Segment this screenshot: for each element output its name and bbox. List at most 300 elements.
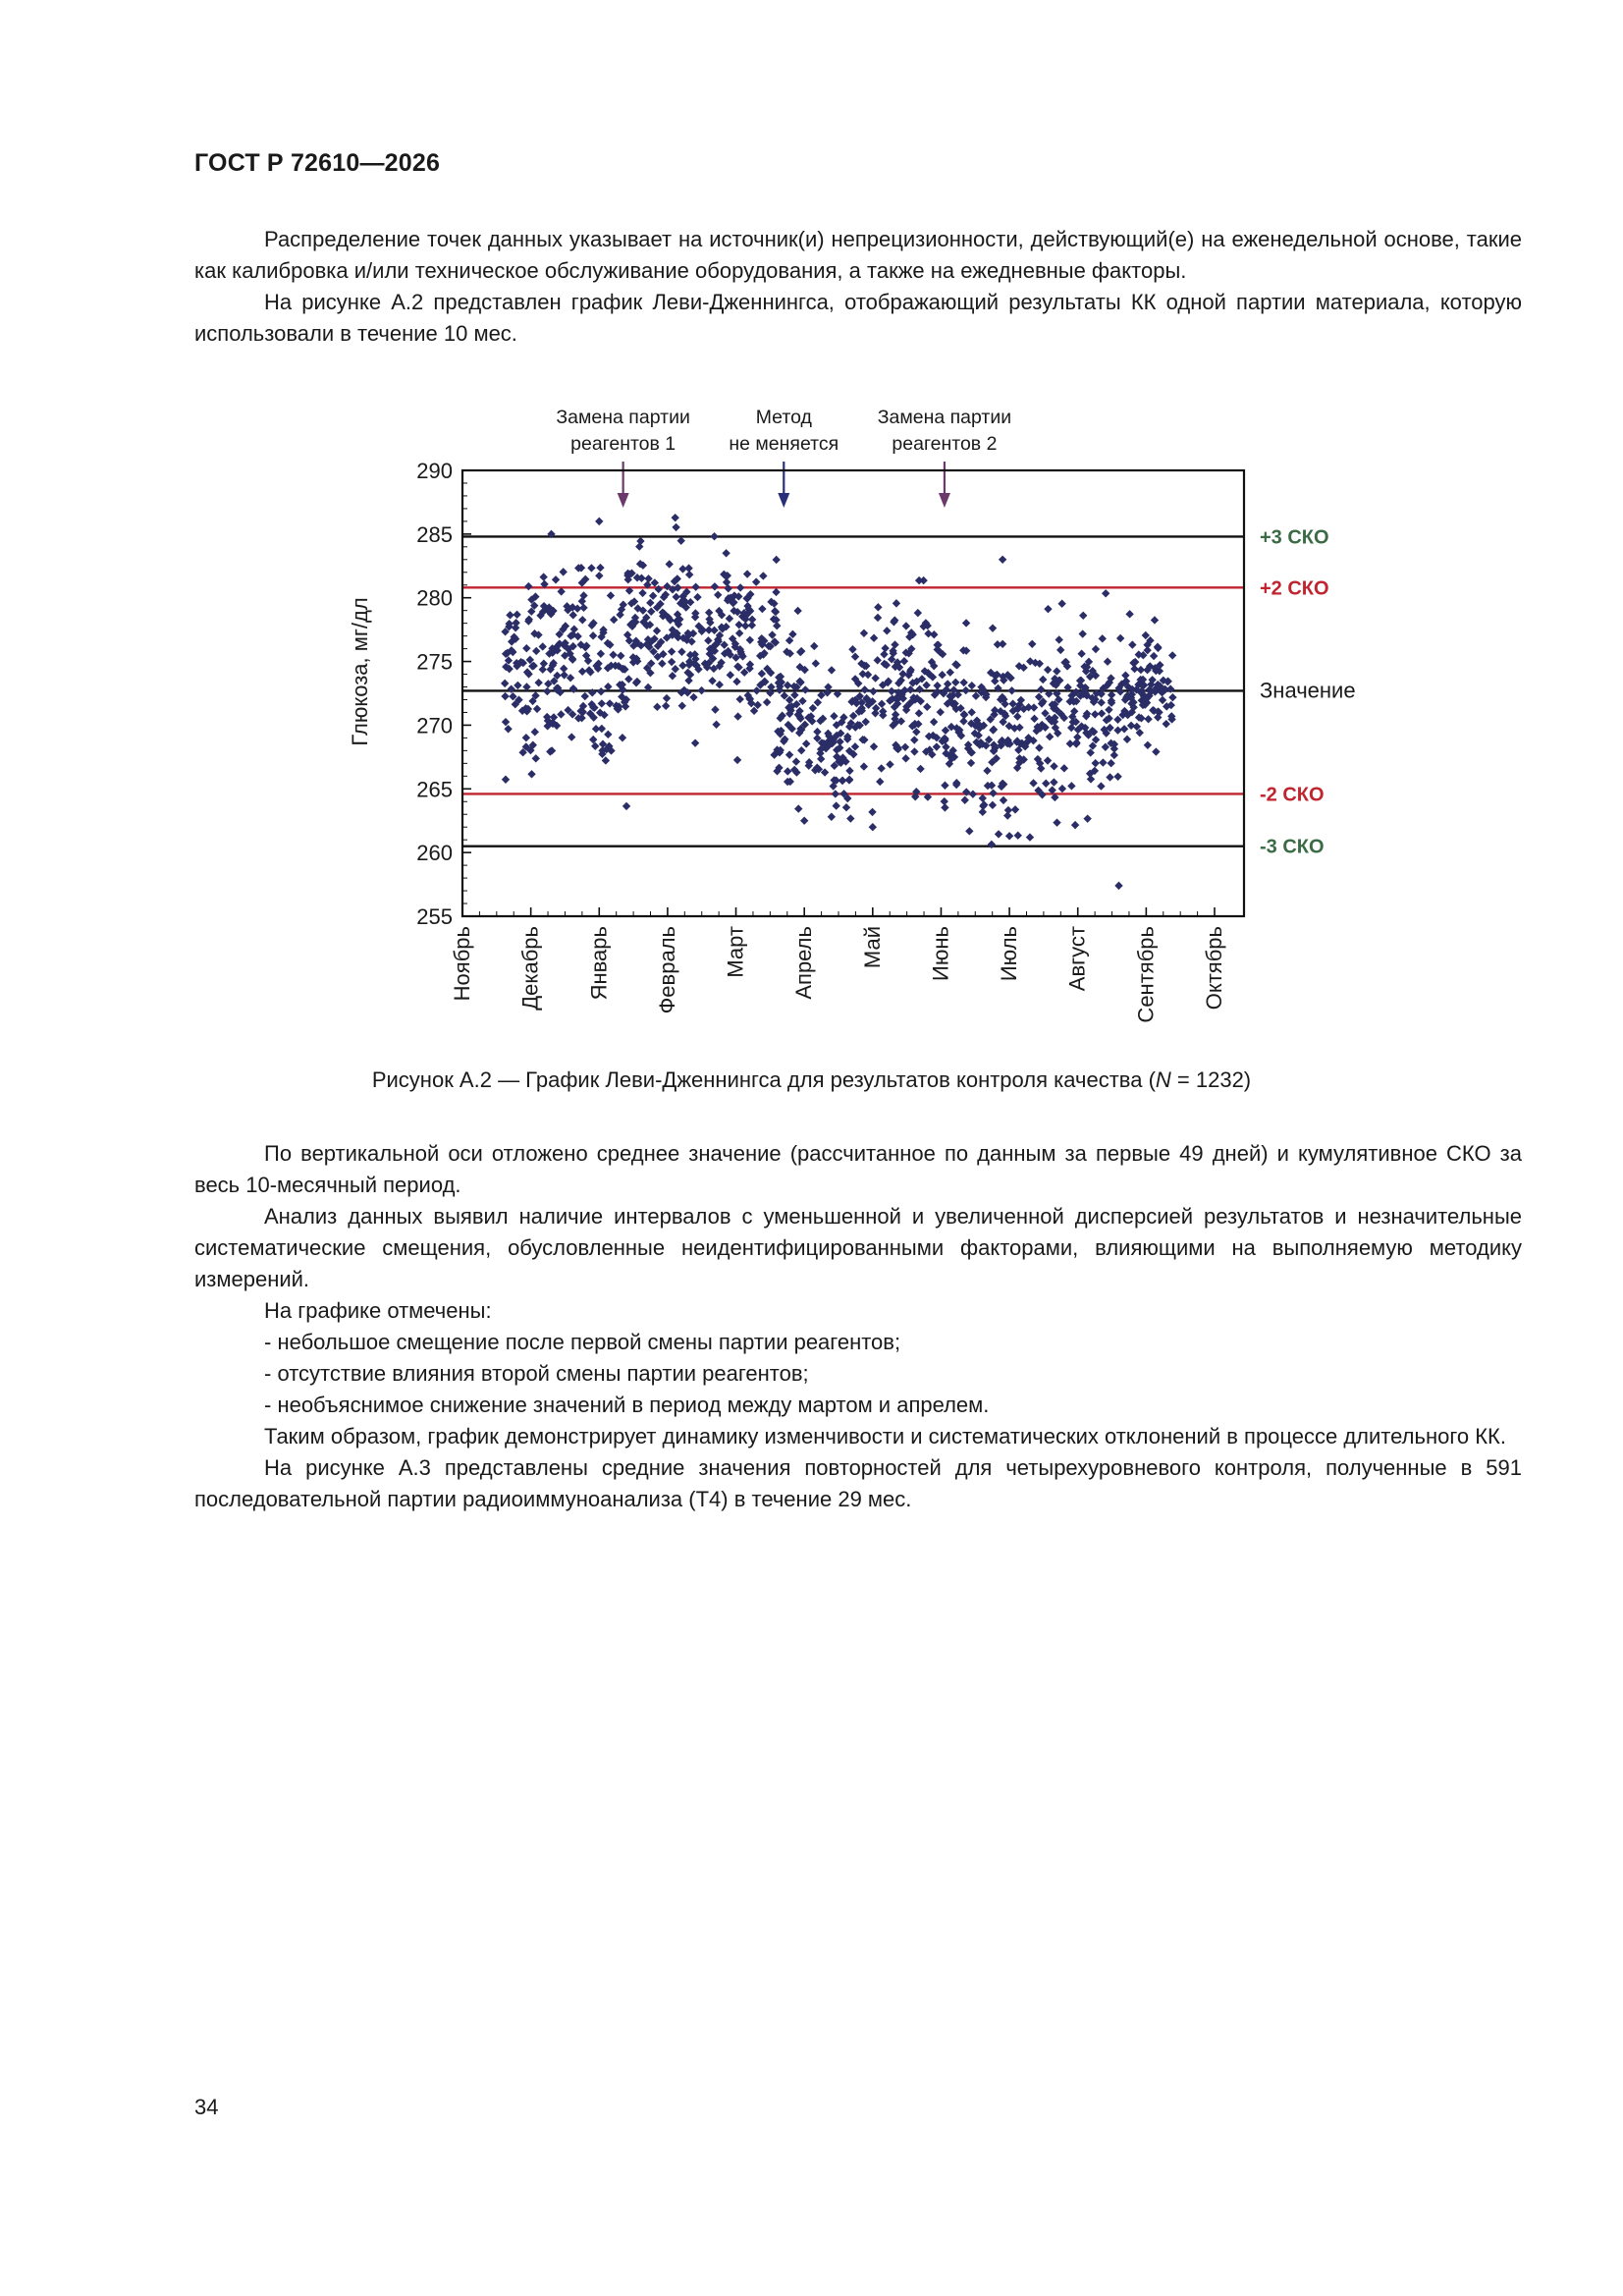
annotation-line-2: реагентов 1 [570,433,676,455]
data-point [869,687,877,695]
data-point [792,757,800,765]
data-point [684,677,692,684]
caption-suffix: = 1232) [1170,1067,1252,1092]
data-point [876,778,884,786]
data-point [771,607,779,615]
data-point [506,611,514,619]
data-point [1007,686,1015,694]
data-point [532,647,540,655]
annotation-arrow-head [939,493,950,508]
data-point [1107,759,1114,767]
data-point [860,629,868,637]
body-paragraph-5: На рисунке А.3 представлены средние значения повторностей для четырехуровневого контроля, полученные в 591 последовательной партии радиоиммуноанализа (Т4) в течение 29 мес. [194,1455,1522,1511]
data-point [1050,762,1057,770]
data-point [814,698,822,706]
data-point [501,680,509,687]
data-point [502,718,510,726]
data-point [898,670,906,678]
data-point [1091,759,1099,767]
data-point [1106,773,1113,781]
data-point [527,770,535,778]
data-point [710,532,718,540]
data-point [861,685,869,693]
data-point [607,591,615,599]
data-point [962,619,970,627]
data-point [922,681,930,688]
data-point [848,645,856,653]
data-point [1013,712,1021,720]
data-point [540,660,548,668]
data-point [726,615,733,623]
data-point [886,760,893,768]
data-point [752,577,760,585]
data-point [522,734,530,741]
annotation-arrow-head [618,493,629,508]
data-point [1060,764,1068,772]
data-point [1078,629,1086,637]
data-point [874,603,882,611]
data-point [604,731,612,738]
data-point [870,634,878,642]
y-tick-label: 255 [416,904,453,929]
data-point [930,718,938,726]
data-point [662,702,670,710]
data-point [860,762,868,770]
data-point [569,685,577,693]
data-point [1152,747,1160,755]
data-point [1046,733,1054,740]
data-point [959,679,967,686]
data-point [800,817,808,825]
data-point [1128,640,1136,648]
data-points [501,514,1177,890]
data-point [684,564,692,572]
data-point [933,742,941,750]
data-point [809,704,817,712]
month-label: Август [1064,926,1090,992]
data-point [1168,693,1176,701]
data-point [610,616,618,624]
data-point [678,662,686,670]
data-point [539,642,547,650]
data-point [999,556,1006,564]
reference-labels [1260,526,1356,857]
data-point [570,626,578,633]
data-point [1053,667,1060,675]
data-point [1056,646,1064,654]
data-point [999,640,1006,648]
data-point [1113,773,1121,781]
data-point [1053,818,1060,826]
month-label: Декабрь [517,926,543,1011]
data-point [532,754,540,762]
data-point [880,650,888,658]
data-point [725,584,732,592]
data-point [962,686,970,694]
bullet-item-2: - отсутствие влияния второй смены партии реагентов; [264,1361,809,1386]
data-point [933,682,941,689]
data-point [937,708,945,716]
data-point [514,682,521,689]
data-point [1108,690,1115,698]
data-point [646,599,654,607]
data-point [534,679,542,686]
month-label: Октябрь [1202,926,1226,1011]
data-point [768,630,776,638]
data-point [933,641,941,649]
data-point [693,593,701,601]
annotation-line-2: реагентов 2 [892,433,998,455]
data-point [961,796,969,804]
data-point [851,653,859,661]
data-point [772,588,780,596]
data-point [1144,715,1152,723]
data-point [878,700,886,708]
y-tick-label: 285 [416,521,453,547]
data-point [1163,720,1170,728]
data-point [1077,649,1085,657]
data-point [995,830,1002,838]
data-point [813,728,821,736]
data-point [919,576,927,584]
data-point [965,827,973,835]
data-point [691,738,699,746]
data-point [944,680,951,687]
month-label: Март [723,926,748,978]
data-point [723,578,730,586]
data-point [785,750,793,758]
data-point [539,573,547,580]
data-point [595,518,603,525]
data-point [900,657,908,665]
data-point [1055,635,1063,643]
data-point [736,583,744,591]
data-point [595,572,603,579]
data-point [1104,657,1111,665]
data-point [1000,796,1007,804]
data-point [735,621,743,629]
data-point [874,614,882,622]
data-point [708,677,716,684]
data-point [1099,758,1107,766]
data-point [502,776,510,784]
data-point [989,801,997,809]
intro-paragraph-2: На рисунке А.2 представлен график Леви-Дженнингса, отображающий результаты КК одной партии материала, которую использовали в течение 10 мес. [194,290,1522,346]
data-point [864,671,872,679]
data-point [735,629,743,637]
annotation-layer [556,407,1011,508]
data-point [638,589,646,597]
data-point [559,568,567,575]
data-point [711,705,719,713]
y-tick-label: 260 [416,841,453,866]
body-paragraphs [194,1138,1522,1515]
data-point [1035,743,1043,751]
data-point [793,607,801,615]
data-point [597,687,605,695]
data-point [622,802,630,810]
data-point [666,560,674,568]
data-point [512,619,519,627]
data-point [624,675,632,683]
data-point [941,803,948,811]
data-point [704,636,712,644]
bullet-item-3: - необъяснимое снижение значений в период между мартом и апрелем. [264,1393,990,1417]
data-point [832,790,839,797]
data-point [569,611,577,619]
data-point [870,742,878,750]
data-point [543,687,551,695]
data-point [941,782,948,790]
data-point [1029,779,1037,787]
data-point [772,556,780,564]
data-point [587,564,595,572]
data-point [912,728,920,736]
data-point [1083,814,1091,822]
intro-paragraph-1: Распределение точек данных указывает на источник(и) непрецизионности, действующий(е) на еженедельной основе, такие как калибровка и/или техническое обслуживание оборудования, а также на ежедневные факторы. [194,227,1522,283]
data-point [989,726,997,734]
data-point [697,686,705,694]
y-axis-label: Глюкоза, мг/дл [348,597,372,746]
data-point [1130,665,1138,673]
data-point [1168,651,1176,659]
reference-line-label: -2 СКО [1260,784,1325,806]
data-point [722,549,730,557]
data-point [983,767,991,775]
data-point [598,699,606,707]
data-point [712,721,720,729]
data-point [1097,782,1105,790]
data-point [651,578,659,586]
y-tick-label: 280 [416,585,453,611]
data-point [672,523,679,531]
data-point [727,671,734,679]
month-label: Май [859,926,885,969]
data-point [678,702,686,710]
data-point [649,592,657,600]
data-point [1011,805,1019,813]
data-point [589,736,597,743]
y-tick-label: 290 [416,459,453,483]
data-point [1004,806,1012,814]
data-point [891,640,898,648]
caption-prefix: Рисунок А.2 — График Леви-Дженнингса для результатов контроля качества ( [371,1067,1156,1092]
data-point [763,698,771,706]
month-label: Ноябрь [450,926,474,1002]
data-point [743,570,751,577]
data-point [653,627,661,634]
data-point [959,717,967,725]
data-point [832,801,839,809]
data-point [578,668,586,676]
data-point [689,693,697,701]
data-point [533,705,541,713]
month-label: Январь [586,926,612,1001]
data-point [893,599,900,607]
data-point [663,694,671,702]
data-point [845,767,853,775]
data-point [1151,616,1159,624]
data-point [636,537,644,545]
data-point [888,687,895,695]
data-point [671,514,678,521]
data-point [732,678,740,685]
data-point [685,571,693,578]
data-point [1102,589,1109,597]
y-tick-label: 270 [416,713,453,738]
data-point [591,742,599,750]
month-label: Апрель [791,926,817,1000]
data-point [705,609,713,617]
data-point [673,593,680,601]
data-point [828,666,836,674]
data-point [828,813,836,821]
data-point [881,644,889,652]
data-point [617,652,624,660]
data-point [1116,634,1124,642]
data-point [677,648,685,656]
data-point [504,725,512,733]
data-point [592,725,600,733]
body-paragraph-3: На графике отмечены: [264,1298,492,1323]
data-point [845,776,853,784]
data-point [1079,612,1087,620]
data-point [524,582,532,590]
data-point [951,679,959,686]
data-point [1067,724,1075,732]
data-point [668,647,676,655]
data-point [801,685,809,693]
data-point [1091,710,1099,718]
data-point [654,585,662,593]
month-label: Июль [997,926,1022,982]
reference-line-label: Значение [1260,678,1356,703]
data-point [930,630,938,638]
data-point [522,644,530,652]
data-point [589,631,597,639]
reference-line-label: +2 СКО [1260,577,1329,600]
body-paragraph-4: Таким образом, график демонстрирует динамику изменчивости и систематических отклонений в процессе длительного КК. [264,1424,1506,1449]
data-point [1058,785,1066,793]
annotation-line-1: Метод [755,407,812,428]
data-point [1137,666,1145,674]
data-point [784,767,791,775]
data-point [644,574,652,582]
data-point [606,699,614,707]
data-point [1066,739,1074,747]
data-point [746,636,754,644]
data-point [901,754,909,762]
data-point [851,742,859,750]
data-point [711,582,719,590]
data-point [1120,725,1128,733]
data-point [989,624,997,631]
data-point [1114,882,1122,890]
data-point [1014,746,1022,754]
y-tick-label: 265 [416,777,453,802]
data-point [883,627,891,634]
data-point [579,604,587,612]
data-point [967,759,975,767]
data-point [1005,832,1013,840]
data-point [871,674,879,682]
data-point [1044,666,1052,674]
data-point [842,803,850,811]
x-axis-ticks [450,907,1226,1023]
data-point [969,790,977,797]
data-point [1105,706,1112,714]
data-point [991,677,999,684]
data-point [979,808,987,816]
data-point [557,710,565,718]
reference-line-label: +3 СКО [1260,526,1329,549]
data-point [1125,610,1133,618]
data-point [968,708,976,716]
data-point [691,583,699,591]
data-point [1086,748,1094,756]
data-point [910,736,918,743]
data-point [552,575,560,583]
data-point [916,765,924,773]
data-point [733,712,741,720]
data-point [915,709,923,717]
data-point [794,804,802,812]
data-point [923,703,931,711]
data-point [1026,833,1034,841]
data-point [846,814,854,822]
levey-jennings-chart [0,0,1623,1061]
data-point [733,756,741,764]
figure-caption [0,1067,1623,1093]
data-point [790,691,798,699]
data-point [604,683,612,690]
data-point [596,564,604,572]
data-point [1150,652,1158,660]
data-point [1092,645,1100,653]
data-point [513,611,520,619]
month-label: Февраль [654,926,679,1014]
data-point [797,746,805,754]
data-point [501,692,509,700]
caption-n: N [1155,1067,1171,1092]
data-point [1154,644,1162,652]
data-point [910,747,918,755]
data-point [658,660,666,668]
data-point [1057,600,1065,608]
annotation-line-1: Замена партии [556,407,690,428]
annotation-line-1: Замена партии [877,407,1012,428]
data-point [1099,634,1107,642]
data-point [677,536,685,544]
document-id-header: ГОСТ Р 72610—2026 [194,149,441,177]
data-point [877,764,885,772]
data-point [1039,676,1047,683]
data-point [716,681,724,688]
data-point [810,642,818,650]
data-point [947,668,954,676]
data-point [874,656,882,664]
data-point [568,733,575,740]
annotation-arrow-head [778,493,789,508]
data-point [1014,831,1022,839]
data-point [758,605,766,613]
data-point [1050,778,1057,786]
data-point [871,709,879,717]
data-point [581,692,589,700]
data-point [812,659,820,667]
data-point [736,695,744,703]
data-point [1044,756,1052,764]
